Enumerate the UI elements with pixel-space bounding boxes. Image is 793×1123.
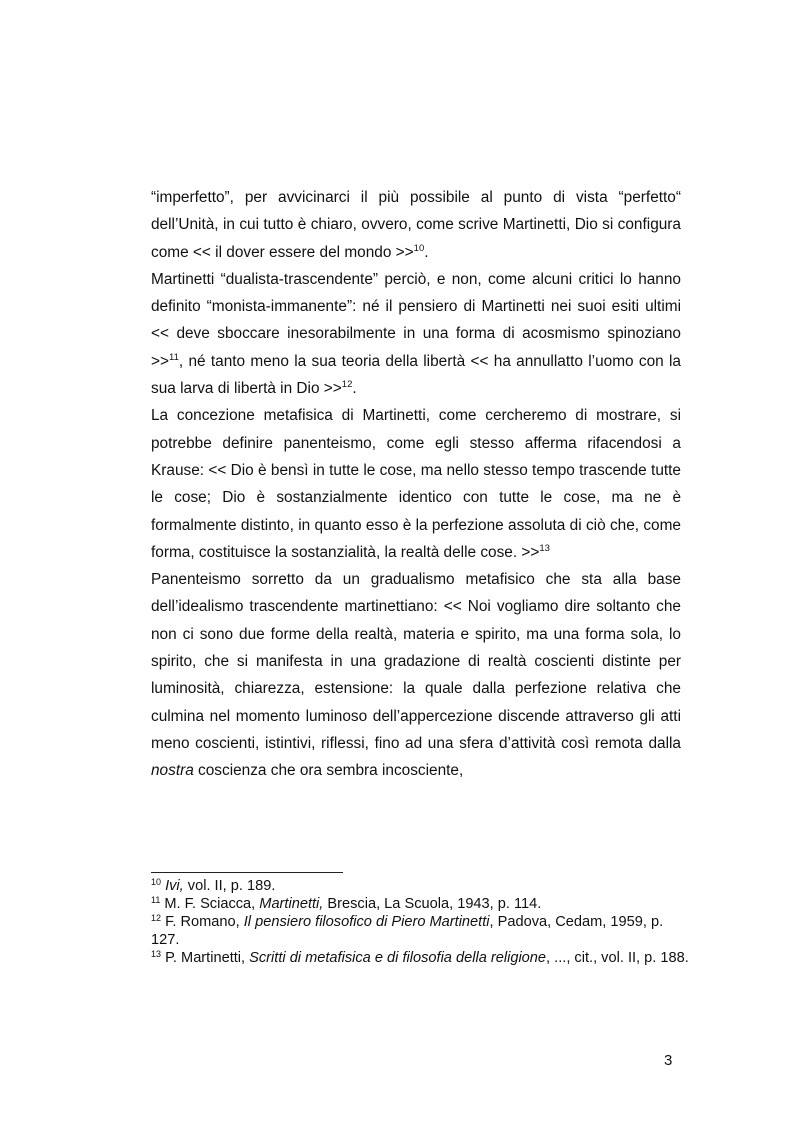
footnote-text: vol. II, p. 189.: [183, 878, 276, 894]
footnote-ref-13[interactable]: 13: [539, 542, 550, 554]
footnote-number: 11: [151, 895, 161, 906]
footnote-ref-10[interactable]: 10: [413, 242, 425, 254]
paragraph-1-text: “imperfetto”, per avvicinarci il più possibile al punto di vista “perfetto“ dell’Unità, in cui tutto è chiaro, ovvero, come scrive Martinetti, Dio si configura come << il dover essere del mondo >>: [151, 189, 681, 261]
paragraph-2: [151, 266, 681, 402]
footnote-number: 12: [151, 913, 162, 924]
body-text: [151, 184, 681, 785]
footnote-italic: Il pensiero filosofico di Piero Martinetti: [243, 914, 490, 931]
paragraph-3-text: La concezione metafisica di Martinetti, come cercheremo di mostrare, si potrebbe definire panenteismo, come egli stesso afferma rifacendosi a Krause: << Dio è bensì in tutte le cose, ma nello stesso tempo trascende tutte le cose; Dio è sostanzialmente identico con tutte le cose, ma ne è formalmente distinto, in quanto esso è la perfezione assoluta di ciò che, come forma, costituisce la sostanzialità, la realtà delle cose. >>: [151, 407, 681, 561]
footnote-italic: Ivi,: [165, 878, 184, 894]
paragraph-2-text: Martinetti “dualista-trascendente” perciò, e non, come alcuni critici lo hanno definito “monista-immanente”: né il pensiero di Martinetti nei suoi esiti ultimi << deve sboccare inesorabilmente in una forma di acosmismo spinoziano >>: [151, 270, 681, 370]
paragraph-1: [151, 184, 681, 266]
footnote-text: , Padova, Cedam, 1959, p. 127.: [151, 914, 664, 949]
paragraph-4-end: coscienza che ora sembra incosciente,: [193, 762, 464, 780]
footnote-ref-12[interactable]: 12: [341, 379, 353, 391]
footnote-text: Brescia, La Scuola, 1943, p. 114.: [323, 896, 542, 913]
footnote-12: [151, 913, 691, 949]
footnote-number: 13: [151, 949, 162, 960]
footnote-italic: Martinetti,: [259, 896, 324, 913]
footnote-number: 10: [151, 877, 162, 887]
paragraph-2-end: .: [352, 380, 357, 398]
footnote-ref-11[interactable]: 11: [168, 351, 179, 363]
footnote-13: [151, 949, 691, 967]
paragraph-2-text-cont: , né tanto meno la sua teoria della libertà << ha annullatto l’uomo con la sua larva di libertà in Dio >>: [151, 352, 681, 398]
footnotes: [151, 877, 691, 967]
footnote-text: , ..., cit., vol. II, p. 188.: [546, 950, 689, 967]
paragraph-4-text: Panenteismo sorretto da un gradualismo metafisico che sta alla base dell’idealismo trascendente martinettiano: << Noi vogliamo dire soltanto che non ci sono due forme della realtà, materia e spirito, ma una forma sola, lo spirito, che si manifesta in una gradazione di realtà coscienti distinte per luminosità, chiarezza, estensione: la quale dalla perfezione relativa che culmina nel momento luminoso dell’appercezione discende attraverso gli atti meno coscienti, istintivi, riflessi, fino ad una sfera d’attività così remota dalla: [151, 571, 681, 752]
paragraph-4-emphasis: nostra: [151, 762, 194, 780]
paragraph-4: [151, 566, 681, 784]
footnote-italic: Scritti di metafisica e di filosofia della religione: [249, 950, 547, 967]
footnote-separator: [151, 872, 343, 873]
page-number: 3: [664, 1052, 673, 1069]
paragraph-1-end: .: [424, 243, 429, 261]
footnote-author: M. F. Sciacca,: [160, 896, 260, 913]
footnote-author: F. Romano,: [161, 914, 244, 931]
footnote-author: P. Martinetti,: [161, 950, 250, 967]
footnote-10: [151, 877, 691, 895]
paragraph-3: [151, 402, 681, 566]
footnote-11: [151, 895, 691, 913]
